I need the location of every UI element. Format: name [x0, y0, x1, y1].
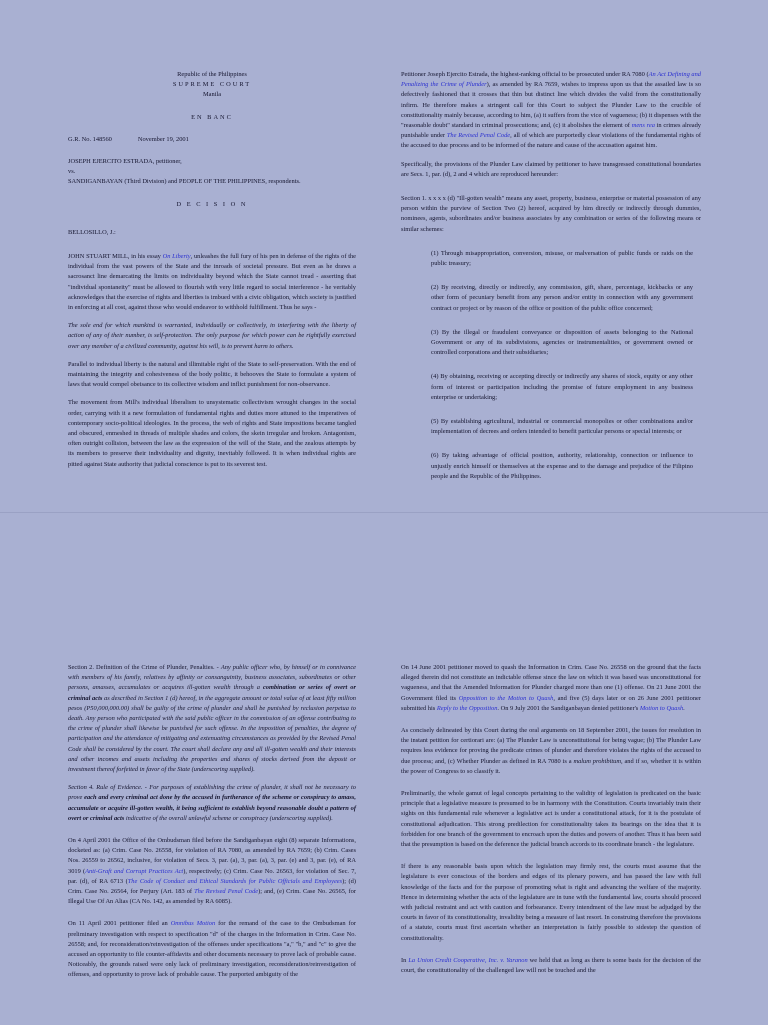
text-run: each and every criminal act done by the accused in furtherance of the scheme or conspiracy to amass, accumulate or acquire ill-gotten wealth, it being sufficient to establish beyond reasonable doubt a pattern of overt or criminal acts: [68, 794, 356, 822]
paragraph: If there is any reasonable basis upon which the legislation may firmly rest, the courts must assume that the legislature is ever conscious of the borders and edges of its plenary powers, and has passed the law with full knowledge of the facts and for the purpose of promoting what is right and advancing the welfare of the majority. Hence in determining whether the acts of the legislature are in tune with the fundamental law, courts should proceed with judicial restraint and act with caution and forbearance. Every intendment of the law must be adjudged by the courts in favor of its constitutionality, invalidity being a measure of last resort. In construing therefore the provisions of a statute, courts must first ascertain whether an interpretation is fairly possible to sidestep the question of constitutionality.: [401, 863, 701, 942]
text-run: In: [401, 956, 409, 964]
paragraph: Parallel to individual liberty is the natural and illimitable right of the State to self-preservation. With the end of maintaining the integrity and cohesiveness of the body politic, it behooves the State to formulate a system of laws that would compel obeisance to its collective wisdom and inflict punishment for non-observance.: [68, 360, 356, 389]
link-revised-penal-code[interactable]: The Revised Penal Code: [446, 132, 511, 140]
list-item: (1) Through misappropriation, conversion, misuse, or malversation of public funds or raids on the public treasury;: [431, 249, 693, 268]
text-run: Section 2. Definition of the Crime of Plunder, Penalties. -: [68, 664, 221, 671]
text-run: ); (d) Crim. Case No. 26564, for Perjury (Art. 183 of: [68, 877, 356, 896]
text-run: Petitioner Joseph Ejercito Estrada, the highest-ranking official to be prosecuted under RA 7080 (: [401, 71, 649, 78]
division-label: EN BANC: [191, 113, 233, 121]
ponente-line: BELLOSILLO, J.:: [68, 228, 116, 236]
text-run: Section 4. Rule of Evidence. - For purposes of establishing the crime of plunder, it shall not be necessary to prove: [68, 784, 356, 802]
text-run: On 11 April 2001 petitioner filed an: [68, 920, 171, 928]
section-2-paragraph: [68, 663, 356, 775]
text-run: , and if so, whether it is within the power of Congress to so classify it.: [401, 757, 701, 775]
paragraph: Preliminarily, the whole gamut of legal concepts pertaining to the validity of legislation is predicated on the basic principle that a legislative measure is presumed to be in harmony with the Constitution. Courts invariably train their sights on this fundamental rule whenever a legislative act is under a constitutional attack, for it is the postulate of constitutional adjudication. This strong predilection for constitutionality takes its bearings on the idea that it is forbidden for one branch of the government to encroach upon the duties and powers of another. Thus it has been said that the presumption is based on the deference the judicial branch accords to its coordinate branch - the legislature.: [401, 790, 701, 849]
link-plunder-act[interactable]: An Act Defining and Penalizing the Crime of Plunder: [401, 71, 702, 89]
upper-left-column: [68, 70, 356, 478]
paragraph: Specifically, the provisions of the Plunder Law claimed by petitioner to have transgressed constitutional boundaries are Secs. 1, par. (d), 2 and 4 which are reproduced hereunder:: [401, 160, 701, 178]
lower-right-column: [401, 663, 701, 984]
text-run: Any public officer who, by himself or in connivance with members of his family, relatives by affinity or consanguinity, business associates, subordinates or other persons, amasses, accumulates or acquires ill-gotten wealth through a: [68, 664, 356, 692]
decision-heading: D E C I S I O N: [176, 200, 248, 208]
paragraph: [401, 70, 701, 152]
text-run: as described in Section 1 (d) hereof, in the aggregate amount or total value of at least fifty million pesos (P50,000,000.00) shall be guilty of the crime of plunder and shall be punished by reclusion perpetua to death. Any person who participated with the said public officer in the commission of an offense contributing to the crime of plunder shall likewise be punished for such offense. In the imposition of penalties, the degree of participation and the attendance of mitigating and extenuating circumstances as provided by the Revised Penal Code shall be considered by the court. The court shall declare any and all ill-gotten wealth and their interests and other incomes and assets including the properties and shares of stocks derived from the deposit or investment thereof forfeited in favor of the State (underscoring supplied).: [68, 694, 356, 774]
text-run: for the remand of the case to the Ombudsman for preliminary investigation with respect to specification "d" of the charges in the Information in Crim. Case No. 26558; and, for reconsideration/reinvestigation of the offenses under specifications "a," "b," and "c" to give the accused an opportunity to file counter-affidavits and other documents necessary to prove lack of probable cause. Noticeably, the grounds raised were only lack of preliminary investigation, reconsideration/reinvestigation of offenses, and opportunity to prove lack of probable cause. The purported ambiguity of the: [68, 920, 356, 979]
versus-line: vs.: [68, 168, 76, 176]
link-omnibus-motion[interactable]: Omnibus Motion: [170, 920, 216, 928]
petitioner-line: JOSEPH EJERCITO ESTRADA, petitioner,: [68, 158, 182, 166]
case-number-row: [68, 135, 356, 145]
list-item: (3) By the illegal or fraudulent conveyance or disposition of assets belonging to the National Government or any of its subdivisions, agencies or instrumentalities, or government owned or controlled corporations and their subsidiaries;: [431, 328, 693, 357]
paragraph: [401, 726, 701, 777]
link-code-of-conduct[interactable]: The Code of Conduct and Ethical Standards for Public Officials and Employees: [127, 877, 343, 885]
paragraph: [68, 919, 356, 980]
section-1-paragraph: Section 1. x x x x (d) "Ill-gotten wealth" means any asset, property, business, enterprise or material possession of any person within the purview of Section Two (2) hereof, acquired by him directly or indirectly through dummies, nominees, agents, subordinates and/or business associates by any combination or series of the following means or similar schemes:: [401, 195, 701, 233]
list-item: (4) By obtaining, receiving or accepting directly or indirectly any shares of stock, equity or any other form of interest or participation including the promise of future employment in any business enterprise or undertaking;: [431, 373, 693, 401]
decision-date: November 19, 2001: [137, 135, 189, 143]
city-label: Manila: [202, 91, 222, 99]
lower-left-column: [68, 663, 356, 989]
text-run: On 14 June 2001 petitioner moved to quash the Information in Crim. Case No. 26558 on the ground that the facts alleged therein did not constitute an indictable offense since the law on which it was based was unconstitutional for vagueness, and that the Amended Information for Plunder charged more than one (1) offense. On 21 June 2001 the Government filed its: [401, 664, 701, 702]
text-run: malum prohibitum: [573, 757, 621, 765]
text-run: we held that as long as there is some basis for the decision of the court, the constitutionality of the challenged law will not be touched and the: [401, 956, 702, 975]
text-run: combination or series of overt or criminal acts: [68, 684, 356, 702]
link-reply[interactable]: Reply to the Opposition: [436, 704, 498, 712]
list-item: (5) By establishing agricultural, industrial or commercial monopolies or other combinations and/or implementation of decrees and orders intended to benefit particular persons or special interests; or: [431, 418, 693, 436]
text-run: ), respectively; (c) Crim. Case No. 26563, for violation of Sec. 7, par. (d), of RA 6713 (: [68, 867, 357, 885]
text-run: , and five (5) days later or on 26 June 2001 petitioner submitted his: [401, 694, 701, 712]
gr-number: G.R. No. 148560: [68, 135, 112, 143]
republic-label: Republic of the Philippines: [177, 71, 247, 78]
paragraph: [401, 663, 701, 714]
mill-quotation: The sole end for which mankind is warranted, individually or collectively, in interfering with the liberty of action of any of their number, is self-protection. The only purpose for which power can be rightfully exercised over any member of a civilized community, against his will, is to prevent harm to others.: [68, 322, 356, 350]
text-run: ); and, (e) Crim. Case No. 26565, for Illegal Use Of An Alias (CA No. 142, as amended by RA 6085).: [68, 888, 356, 906]
text-run: , unleashes the full fury of his pen in defense of the rights of the individual from the vast powers of the State and the inroads of societal pressure. But even as he draws a sacrosanct line demarcating the limits on individuality beyond which the State cannot tread - asserting that "individual spontaneity" must be allowed to flourish with very little regard to social interference - he veritably acknowledges that the exercise of rights and liberties is imbued with a civic obligation, which society is justified in enforcing at all cost, against those who would endeavor to withhold fulfillment. Thus he says -: [68, 253, 356, 312]
upper-right-column: [401, 70, 701, 490]
text-run: .: [683, 704, 685, 712]
page-lower: [0, 512, 768, 1025]
paragraph: [401, 956, 701, 976]
link-motion-to-quash[interactable]: Motion to Quash: [639, 704, 684, 712]
text-run: ), as amended by RA 7659, wishes to impress upon us that the assailed law is so defectively fashioned that it crosses that thin but distinct line which divides the valid from the constitutionally infirm. He therefore makes a stringent call for this Court to subject the Plunder Law to the crucible of constitutionality mainly because, according to him, (a) it suffers from the vice of vagueness; (b) it dispenses with the "reasonable doubt" standard in criminal prosecutions; and, (c) it abolishes the element of: [401, 81, 701, 130]
text-run: As concisely delineated by this Court during the oral arguments on 18 September 2001, the issues for resolution in the instant petition for certiorari are: (a) The Plunder Law is unconstitutional for being vague; (b) The Plunder Law requires less evidence for proving the predicate crimes of plunder and therefore violates the rights of the accused to due process; and, (c) Whether Plunder as defined in RA 7080 is a: [401, 727, 701, 765]
link-on-liberty[interactable]: On Liberty: [162, 253, 191, 261]
list-item: (6) By taking advantage of official position, authority, relationship, connection or influence to unjustly enrich himself or themselves at the expense and to the damage and prejudice of the Filipino people and the Republic of the Philippines.: [431, 452, 693, 480]
link-la-union-case[interactable]: La Union Credit Cooperative, Inc. v. Yaranon: [408, 956, 528, 964]
text-run: indicative of the overall unlawful scheme or conspiracy (underscoring supplied).: [124, 814, 333, 822]
section-4-paragraph: [68, 783, 356, 824]
paragraph: The movement from Mill's individual liberalism to unsystematic collectivism wrought changes in the social order, carrying with it a new formulation of fundamental rights and duties more attuned to the imperatives of contemporary socio-political ideologies. In the process, the web of rights and State impositions became tangled and obscured, enmeshed in threads of multiple shades and colors, the skein irregular and broken. Antagonism, often outright collision, between the law as the expression of the will of the State, and the zealous attempts by its members to preserve their individuality and dignity, inevitably followed. It is when individual rights are pitted against State authority that judicial conscience is put to its severest test.: [68, 399, 356, 468]
link-anti-graft-act[interactable]: Anti-Graft and Corrupt Practices Act: [85, 867, 184, 875]
text-run: On 4 April 2001 the Office of the Ombudsman filed before the Sandiganbayan eight (8) separate Informations, docketed as: (a) Crim. Case No. 26558, for violation of RA 7080, as amended by RA 7659; (b) Crim. Cases Nos. 26559 to 26562, inclusive, for violation of Secs. 3, par. (a), 3, par. (a), 3, par. (e) and 3, par. (e), of RA 3019 (: [68, 837, 356, 875]
link-opposition[interactable]: Opposition to the Motion to Quash: [458, 694, 554, 702]
paragraph: [68, 836, 356, 907]
respondents-line: SANDIGANBAYAN (Third Division) and PEOPLE OF THE PHILIPPINES, respondents.: [68, 178, 301, 186]
link-mens-rea[interactable]: mens rea: [631, 122, 655, 130]
list-item: (2) By receiving, directly or indirectly, any commission, gift, share, percentage, kickbacks or any other form of pecuniary benefit from any person and/or entity in connection with any government contract or project or by reason of the office or position of the public office concerned;: [431, 284, 693, 312]
text-run: , all of which are purportedly clear violations of the fundamental rights of the accused to due process and to be informed of the nature and cause of the accusation against him.: [401, 132, 701, 150]
paragraph: [68, 252, 356, 313]
court-label: SUPREME COURT: [172, 81, 252, 89]
page-upper: [0, 0, 768, 512]
text-run: . On 9 July 2001 the Sandiganbayan denied petitioner's: [497, 704, 640, 712]
text-run: JOHN STUART MILL, in his essay: [68, 253, 163, 261]
link-revised-penal-code[interactable]: The Revised Penal Code: [194, 888, 259, 896]
text-run: in crimes already punishable under: [401, 122, 702, 140]
